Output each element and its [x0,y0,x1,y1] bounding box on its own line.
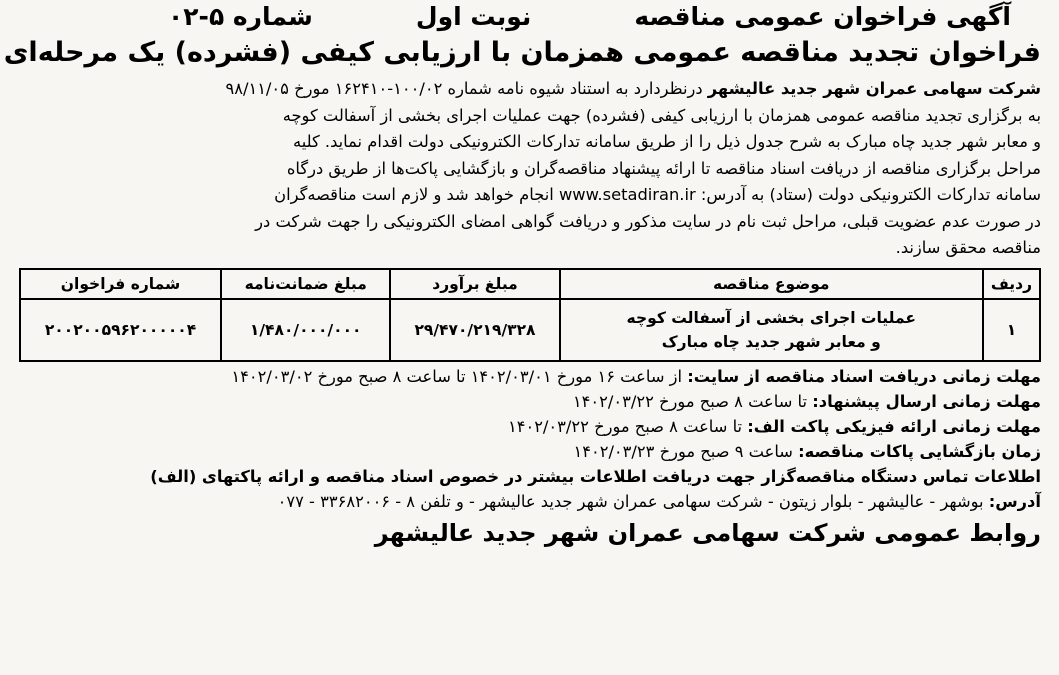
body-line-4: مراحل برگزاری مناقصه از دریافت اسناد مناقصه تا ارائه پیشنهاد مناقصه‌گران و بازگشایی پاکت‌ها از طریق درگاه [286,158,1041,178]
notice-number: شماره ۵-۰۲ [168,2,313,31]
footer-signature: روابط عمومی شرکت سهامی عمران شهر جدید عالیشهر [374,518,1041,547]
body-line-3: و معابر شهر جدید چاه مبارک به شرح جدول ذیل را از طریق سامانه تدارکات الکترونیکی دولت اقدام نماید. کلیه [292,132,1041,151]
cell-estimate: ۲۹/۴۷۰/۲۱۹/۳۲۸ [390,299,559,361]
docs-deadline [18,364,1041,389]
physical-deadline-value: تا ساعت ۸ صبح مورخ ۱۴۰۲/۰۳/۲۲ [507,416,748,436]
company-name: شرکت سهامی عمران شهر جدید عالیشهر [707,79,1041,98]
col-estimate-header: مبلغ برآورد [390,269,559,299]
opening-time-value: ساعت ۹ صبح مورخ ۱۴۰۲/۰۳/۲۳ [573,441,799,461]
body-line-2: به برگزاری تجدید مناقصه عمومی همزمان با ارزیابی کیفی (فشرده) جهت عملیات اجرای بخشی از آسفالت کوچه [282,105,1041,125]
main-title: فراخوان تجدید مناقصه عمومی همزمان با ارزیابی کیفی (فشرده) یک مرحله‌ای [3,37,1041,68]
bid-deadline [18,389,1041,414]
round-label: نوبت اول [415,2,532,31]
contact-title: اطلاعات تماس دستگاه مناقصه‌گزار جهت دریافت اطلاعات بیشتر در خصوص اسناد مناقصه و ارائه پاکتهای (الف) [150,466,1041,486]
bid-deadline-value: تا ساعت ۸ صبح مورخ ۱۴۰۲/۰۳/۲۲ [572,391,813,411]
col-row-header: ردیف [983,269,1040,299]
opening-time [18,439,1041,464]
deadlines [18,364,1041,514]
notice-body [18,76,1041,262]
body-line-7: مناقصه محقق سازند. [895,238,1041,257]
cell-subject [560,299,983,361]
physical-deadline [18,414,1041,439]
body-line-5: سامانه تدارکات الکترونیکی دولت (ستاد) به آدرس: www.setadiran.ir انجام خواهد شد و لازم است مناقصه‌گران [274,185,1041,204]
address [18,489,1041,514]
table-header-row [20,269,1040,299]
cell-row: ۱ [983,299,1040,361]
notice-header [18,2,1041,32]
tender-table [19,268,1041,362]
address-value: بوشهر - عالیشهر - بلوار زیتون - شرکت سهامی عمران شهر جدید عالیشهر - و تلفن ۸ - ۳۳۶۸۲۰۰۶ - ۰۷۷ [277,491,989,511]
bid-deadline-label: مهلت زمانی ارسال پیشنهاد: [812,391,1041,411]
subject-line-1: عملیات اجرای بخشی از آسفالت کوچه [626,308,916,327]
subject-line-2: و معابر شهر جدید چاه مبارک [661,332,881,351]
table-row [20,299,1040,361]
opening-time-label: زمان بازگشایی پاکات مناقصه: [798,441,1041,461]
address-label: آدرس: [988,491,1041,511]
body-line-1 [18,76,1041,103]
physical-deadline-label: مهلت زمانی ارائه فیزیکی پاکت الف: [747,416,1041,436]
docs-deadline-label: مهلت زمانی دریافت اسناد مناقصه از سایت: [687,366,1041,386]
cell-guarantee: ۱/۴۸۰/۰۰۰/۰۰۰ [221,299,390,361]
ad-title: آگهی فراخوان عمومی مناقصه [634,2,1011,31]
cell-call-number: ۲۰۰۲۰۰۵۹۶۲۰۰۰۰۰۴ [20,299,221,361]
body-line-1-rest: درنظردارد به استناد شیوه نامه شماره ۱۰۰/۰۲-۱۶۲۴۱۰ مورخ ۹۸/۱۱/۰۵ [225,79,708,98]
col-subject-header: موضوع مناقصه [560,269,983,299]
docs-deadline-value: از ساعت ۱۶ مورخ ۱۴۰۲/۰۳/۰۱ تا ساعت ۸ صبح مورخ ۱۴۰۲/۰۳/۰۲ [231,366,688,386]
col-guarantee-header: مبلغ ضمانت‌نامه [221,269,390,299]
col-call-number-header: شماره فراخوان [20,269,221,299]
body-line-6: در صورت عدم عضویت قبلی، مراحل ثبت نام در سایت مذکور و دریافت گواهی امضای الکترونیکی را جهت شرکت در [255,211,1041,231]
